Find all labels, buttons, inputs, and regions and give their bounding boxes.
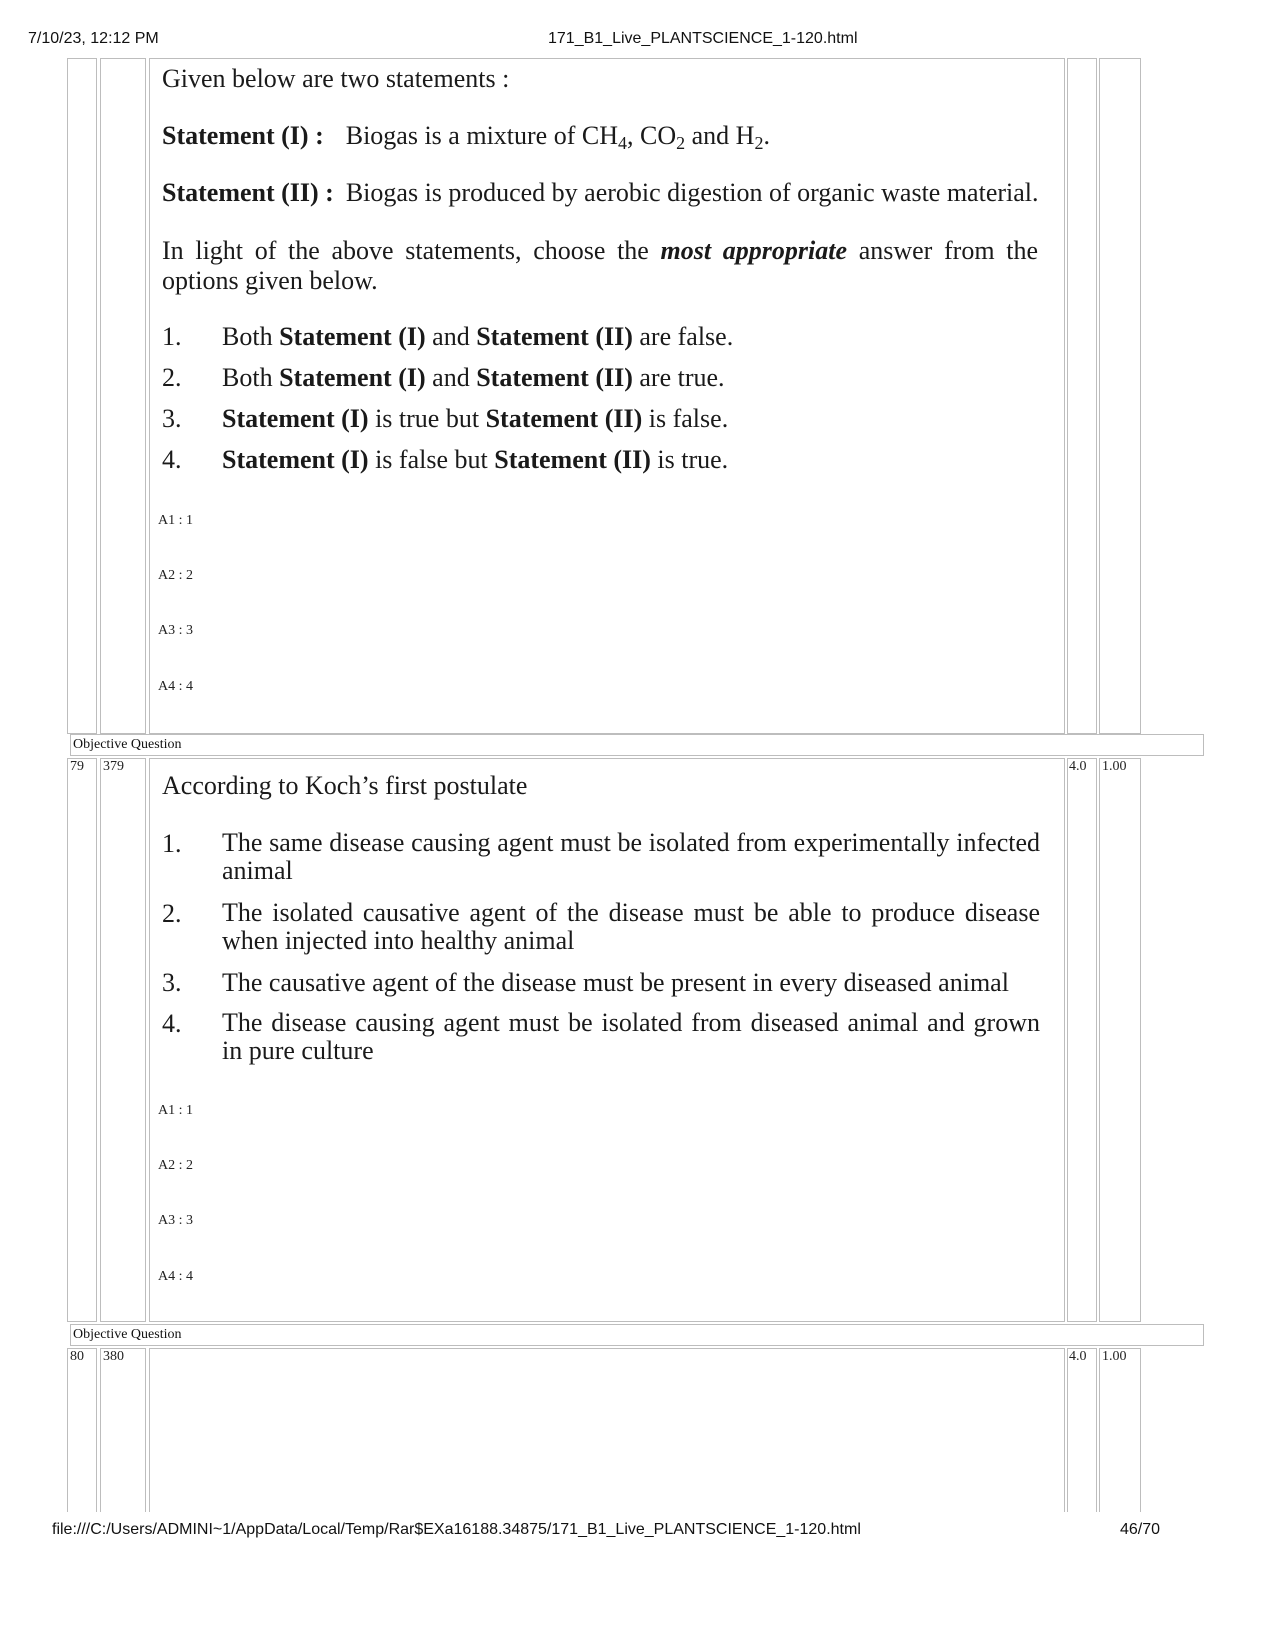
option-4 bbox=[162, 1009, 1042, 1069]
option-text: is false but bbox=[368, 445, 495, 474]
subscript: 2 bbox=[676, 133, 686, 153]
statement-1-text: and H bbox=[685, 121, 755, 150]
qid-cell bbox=[100, 58, 146, 734]
prompt-text: answer from the options given below. bbox=[162, 236, 1039, 295]
option-number: 1. bbox=[162, 322, 182, 351]
option-2 bbox=[162, 363, 1042, 395]
print-page-number: 46/70 bbox=[1120, 1521, 1161, 1538]
statement-2-label: Statement (II) : bbox=[162, 178, 334, 207]
subscript: 4 bbox=[618, 133, 627, 153]
statement-2-text: Biogas is produced by aerobic digestion of organic waste material. bbox=[345, 178, 1039, 207]
option-text: is false. bbox=[642, 404, 729, 433]
negative-marks-cell bbox=[1099, 1348, 1141, 1512]
answer-1: A1 : 1 bbox=[158, 513, 193, 528]
question-intro: Given below are two statements : bbox=[162, 64, 510, 93]
statement-2 bbox=[162, 178, 1039, 208]
qid-cell bbox=[100, 1348, 146, 1512]
option-3 bbox=[162, 968, 1042, 1000]
marks: 4.0 bbox=[1069, 759, 1087, 774]
question-type-label: Objective Question bbox=[70, 734, 1204, 756]
statement-1 bbox=[162, 121, 770, 151]
option-text: Both bbox=[222, 322, 280, 351]
answer-4: A4 : 4 bbox=[158, 679, 193, 694]
print-file-path: file:///C:/Users/ADMINI~1/AppData/Local/Temp/Rar$EXa16188.34875/171_B1_Live_PLANTSCIENCE_1-120.html bbox=[52, 1521, 861, 1538]
option-bold: Statement (II) bbox=[494, 445, 651, 474]
statement-1-text: Biogas is a mixture of CH bbox=[345, 121, 618, 150]
option-bold: Statement (II) bbox=[476, 363, 633, 392]
sno-cell bbox=[67, 58, 97, 734]
answer-2: A2 : 2 bbox=[158, 1158, 193, 1173]
answer-1: A1 : 1 bbox=[158, 1103, 193, 1118]
option-number: 3. bbox=[162, 404, 182, 433]
prompt-text: In light of the above statements, choose the bbox=[162, 236, 661, 265]
option-bold: Statement (I) bbox=[222, 445, 369, 474]
print-datetime: 7/10/23, 12:12 PM bbox=[28, 30, 159, 47]
option-text: The isolated causative agent of the disease must be able to produce disease when injected into healthy animal bbox=[222, 898, 1040, 955]
statement-1-label: Statement (I) : bbox=[162, 121, 324, 150]
negative-marks: 1.00 bbox=[1102, 759, 1127, 774]
option-text: and bbox=[425, 363, 477, 392]
sno-cell bbox=[67, 1348, 97, 1512]
option-number: 4. bbox=[162, 445, 182, 474]
option-bold: Statement (I) bbox=[222, 404, 369, 433]
serial-number: 79 bbox=[70, 759, 84, 774]
option-3 bbox=[162, 404, 1042, 436]
option-bold: Statement (I) bbox=[279, 322, 426, 351]
answer-4: A4 : 4 bbox=[158, 1269, 193, 1284]
option-bold: Statement (I) bbox=[279, 363, 426, 392]
question-cell bbox=[149, 1348, 1065, 1512]
question-cell bbox=[149, 58, 1065, 734]
sno-cell bbox=[67, 758, 97, 1322]
option-number: 3. bbox=[162, 968, 182, 997]
answer-2: A2 : 2 bbox=[158, 568, 193, 583]
option-text: is true but bbox=[368, 404, 486, 433]
statement-1-text: . bbox=[763, 121, 770, 150]
option-number: 2. bbox=[162, 363, 182, 392]
option-text: and bbox=[425, 322, 477, 351]
serial-number: 80 bbox=[70, 1349, 84, 1364]
option-1 bbox=[162, 322, 1042, 354]
option-text: The disease causing agent must be isolated from diseased animal and grown in pure culture bbox=[222, 1008, 1040, 1065]
marks-cell bbox=[1067, 58, 1097, 734]
answer-3: A3 : 3 bbox=[158, 623, 193, 638]
marks: 4.0 bbox=[1069, 1349, 1087, 1364]
question-id: 380 bbox=[103, 1349, 124, 1364]
option-text: Both bbox=[222, 363, 280, 392]
option-number: 2. bbox=[162, 899, 182, 928]
question-type-label: Objective Question bbox=[70, 1324, 1204, 1346]
option-bold: Statement (II) bbox=[476, 322, 633, 351]
option-bold: Statement (II) bbox=[485, 404, 643, 433]
print-title: 171_B1_Live_PLANTSCIENCE_1-120.html bbox=[548, 30, 858, 47]
negative-marks-cell bbox=[1099, 58, 1141, 734]
question-text: According to Koch’s first postulate bbox=[162, 771, 528, 800]
option-1 bbox=[162, 829, 1042, 889]
prompt-emphasis: most appropriate bbox=[660, 236, 848, 265]
subscript: 2 bbox=[754, 133, 764, 153]
option-2 bbox=[162, 899, 1042, 959]
negative-marks-cell bbox=[1099, 758, 1141, 1322]
answer-3: A3 : 3 bbox=[158, 1213, 193, 1228]
option-text: are true. bbox=[632, 363, 725, 392]
marks-cell bbox=[1067, 1348, 1097, 1512]
marks-cell bbox=[1067, 758, 1097, 1322]
option-number: 4. bbox=[162, 1009, 182, 1038]
option-text: is true. bbox=[650, 445, 729, 474]
question-id: 379 bbox=[103, 759, 124, 774]
option-text: are false. bbox=[632, 322, 734, 351]
option-number: 1. bbox=[162, 829, 182, 858]
qid-cell bbox=[100, 758, 146, 1322]
statement-1-text: , CO bbox=[627, 121, 677, 150]
negative-marks: 1.00 bbox=[1102, 1349, 1127, 1364]
option-text: The same disease causing agent must be isolated from experimentally infected animal bbox=[222, 828, 1040, 885]
option-4 bbox=[162, 445, 1042, 477]
question-prompt bbox=[162, 236, 1038, 296]
option-text: The causative agent of the disease must be present in every diseased animal bbox=[222, 968, 1009, 997]
